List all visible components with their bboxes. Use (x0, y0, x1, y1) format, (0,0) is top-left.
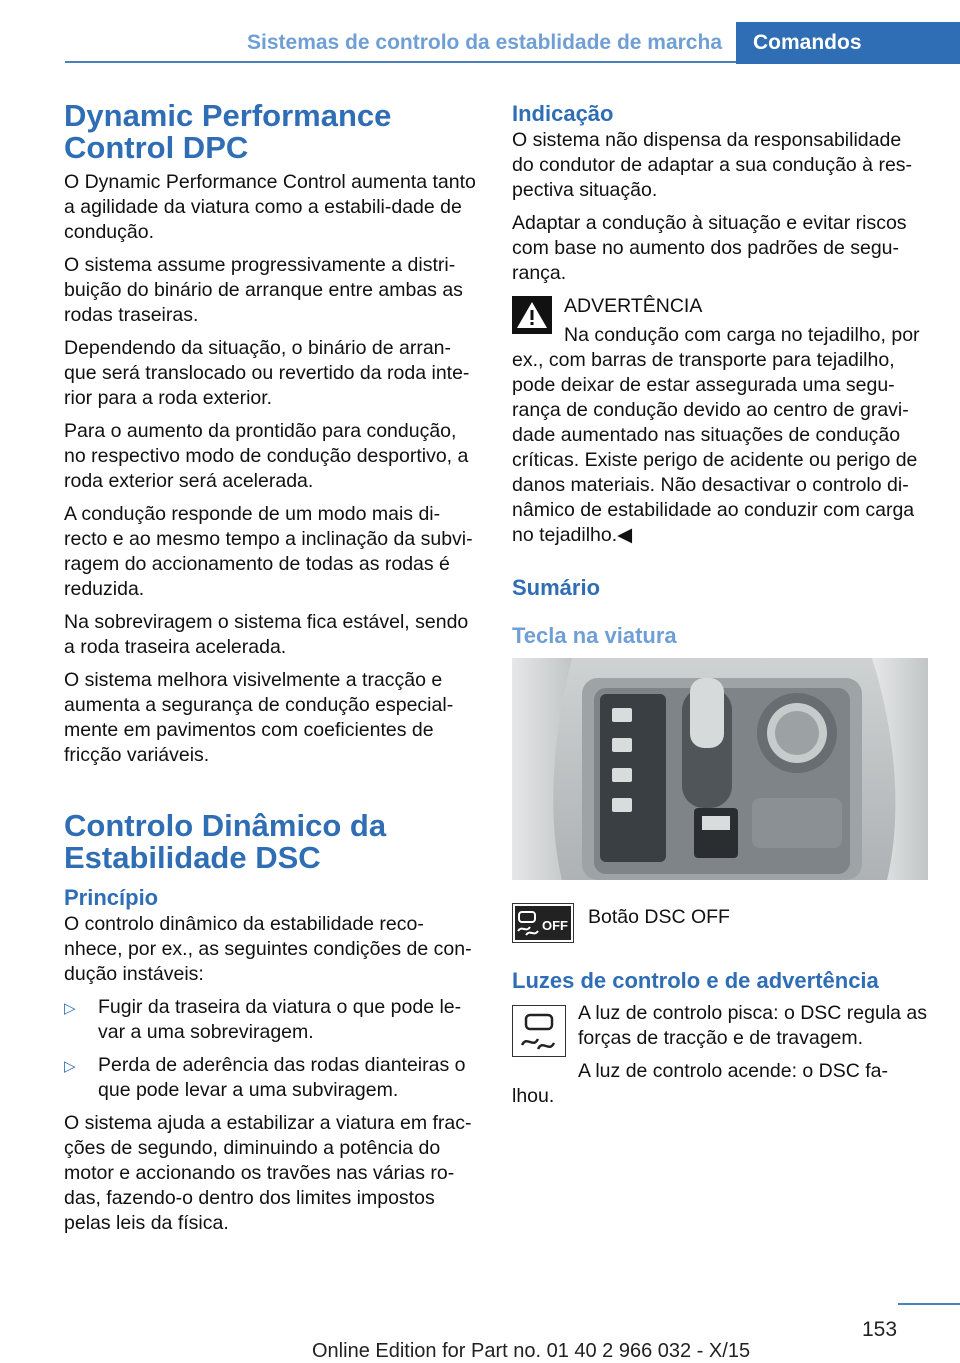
principle-outro: O sistema ajuda a estabilizar a viatura em frac‐ções de segundo, diminuindo a potência do motor e accionando os travões nas várias ro‐das, fazendo-o dentro dos limites impostos pelas leis da física. (64, 1112, 472, 1234)
lights-text-lit: A luz de controlo acende: o DSC fa‐lhou. (512, 1060, 889, 1107)
bullet-text: Perda de aderência das rodas dianteiras o que pode levar a uma subviragem. (98, 1054, 466, 1101)
dpc-paragraph: Para o aumento da prontidão para condução, no respectivo modo de condução desportivo, a roda exterior será acelerada. (64, 420, 469, 492)
edition-note: Online Edition for Part no. 01 40 2 966 032 - X/15 (312, 1340, 751, 1362)
warning-block (512, 294, 928, 548)
bullet-item (64, 995, 480, 1045)
bullet-item (64, 1053, 480, 1103)
dpc-paragraph: O sistema assume progressivamente a distri‐buição do binário de arranque entre ambas as rodas traseiras. (64, 254, 463, 326)
dsc-off-label: Botão DSC OFF (588, 906, 730, 928)
bullet-triangle-icon: ▷ (64, 1058, 76, 1075)
warning-text: Na condução com carga no tejadilho, por ex., com barras de transporte para tejadilho, pode deixar de estar assegurada uma segu‐rança de condução devido ao centro de gravi‐dade aumentado nas situações de condução críticas. Existe perigo de acidente ou perigo de danos materiais. Não desactivar o controlo di‐nâmico de estabilidade ao conduzir com carga no tejadilho.◀ (512, 324, 920, 546)
dpc-paragraph: O sistema melhora visivelmente a tracção e aumenta a segurança de condução especial‐mente em pavimentos com coeficientes de fricção variáveis. (64, 669, 454, 766)
button-row (512, 903, 928, 949)
dpc-paragraph: A condução responde de um modo mais di‐recto e ao mesmo tempo a inclinação da subvi‐ragem do accionamento de todas as rodas é reduzida. (64, 503, 473, 600)
bullet-text: Fugir da traseira da viatura o que pode le‐var a uma sobreviragem. (98, 996, 462, 1043)
bullet-triangle-icon: ▷ (64, 1000, 76, 1017)
dpc-paragraph: Na sobreviragem o sistema fica estável, sendo a roda traseira acelerada. (64, 611, 469, 658)
dsc-indicator-light-icon (512, 1005, 566, 1057)
dpc-title: Dynamic Performance Control DPC (64, 98, 392, 165)
button-heading: Tecla na viatura (512, 623, 677, 648)
right-column (512, 100, 928, 1125)
header-rule (65, 61, 736, 63)
lights-heading: Luzes de controlo e de advertência (512, 968, 879, 993)
principle-intro: O controlo dinâmico da estabilidade reco‐nhece, por ex., as seguintes condições de con‐dução instáveis: (64, 913, 472, 985)
dsc-title: Controlo Dinâmico da Estabilidade DSC (64, 808, 387, 875)
left-column (64, 100, 480, 1244)
principle-heading: Princípio (64, 885, 159, 910)
footer-rule (898, 1303, 960, 1305)
header-chapter-tab[interactable]: Comandos (736, 22, 960, 64)
dsc-off-icon-text: OFF (542, 918, 568, 933)
warning-title: ADVERTÊNCIA (564, 295, 703, 317)
note-paragraph: Adaptar a condução à situação e evitar riscos com base no aumento dos padrões de segu‐rança. (512, 212, 907, 284)
center-console-image (512, 658, 928, 880)
lights-row (512, 1001, 928, 1117)
note-paragraph: O sistema não dispensa da responsabilidade do condutor de adaptar a sua condução à res‐pectiva situação. (512, 129, 913, 201)
lights-text-flashing: A luz de controlo pisca: o DSC regula as forças de tracção e de travagem. (578, 1002, 928, 1049)
dsc-off-button-icon (512, 903, 574, 943)
note-heading: Indicação (512, 101, 614, 126)
dpc-paragraph: Dependendo da situação, o binário de arran‐que será translocado ou revertido da roda inte‐rior para a roda exterior. (64, 337, 470, 409)
summary-heading: Sumário (512, 575, 601, 600)
warning-triangle-icon (512, 296, 552, 334)
header-section-title: Sistemas de controlo da establidade de marcha (247, 31, 722, 54)
dpc-paragraph: O Dynamic Performance Control aumenta tanto a agilidade da viatura como a estabili‐dade de condução. (64, 171, 476, 243)
page-number: 153 (862, 1318, 898, 1341)
